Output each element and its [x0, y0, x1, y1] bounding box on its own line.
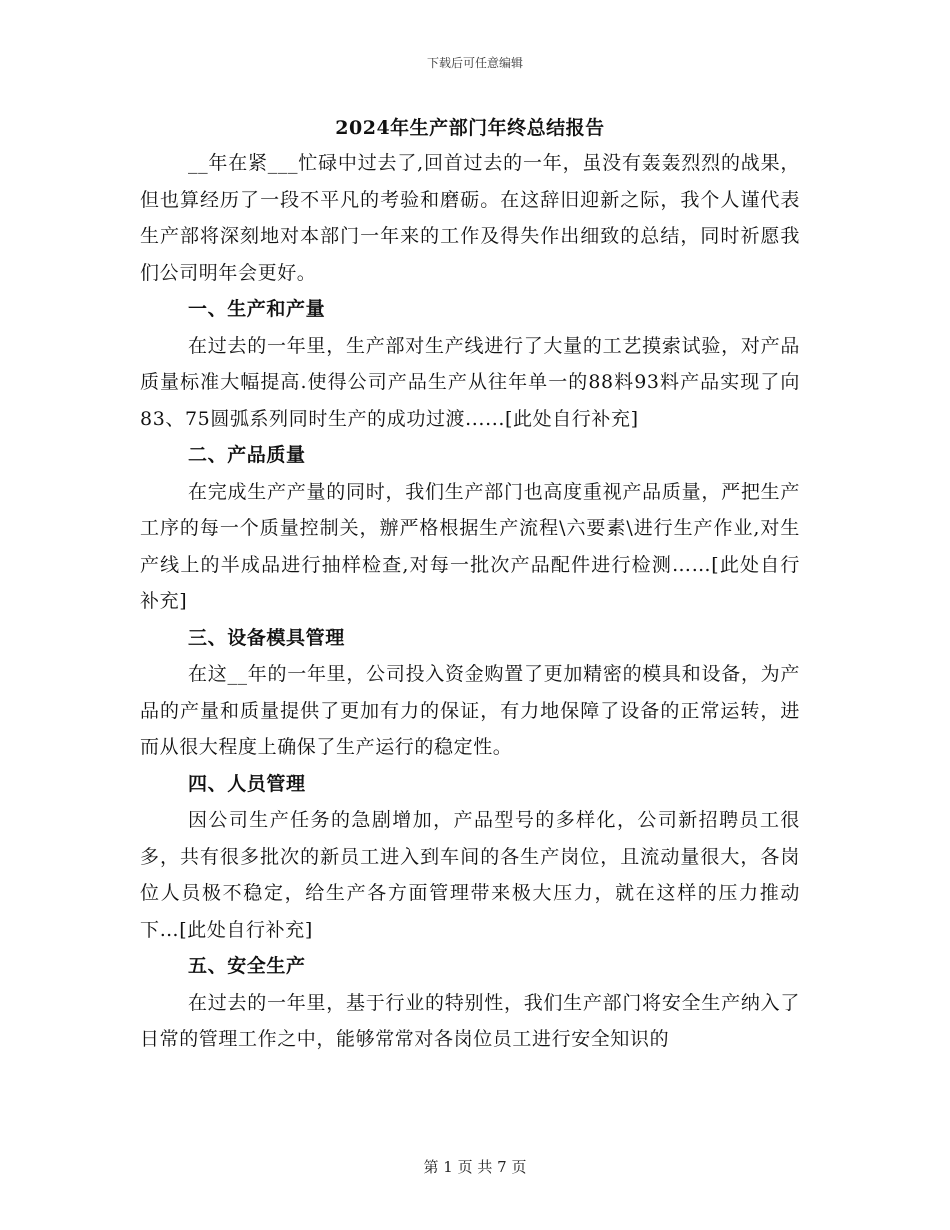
section-heading-quality: 二、产品质量: [188, 444, 306, 466]
header-note: 下载后可任意编辑: [426, 56, 523, 70]
section-heading-safety: 五、安全生产: [188, 955, 306, 977]
page-number: 第 1 页 共 7 页: [423, 1158, 527, 1176]
document-title: 2024年生产部门年终总结报告: [335, 117, 605, 139]
section-heading-personnel: 四、人员管理: [188, 772, 306, 795]
document-body: [140, 112, 800, 1058]
section-body-safety: 在过去的一年里，基于行业的特别性，我们生产部门将安全生产纳入了日常的管理工作之中，能够常常对各岗位员工进行安全知识的: [140, 991, 800, 1050]
section-heading-production: 一、生产和产量: [188, 298, 326, 320]
section-body-production: 在过去的一年里，生产部对生产线进行了大量的工艺摸索试验，对产品质量标准大幅提高.使得公司产品生产从往年单一的88料93料产品实现了向83、75圆弧系列同时生产的成功过渡......[此处自行补充]: [140, 334, 800, 430]
section-heading-equipment: 三、设备模具管理: [188, 626, 345, 649]
section-body-quality: 在完成生产产量的同时，我们生产部门也高度重视产品质量，严把生产工序的每一个质量控制关，辦严格根据生产流程\六要素\进行生产作业,对生产线上的半成品进行抽样检查,对每一批次产品配件进行检测……[此处自行补充]: [140, 480, 800, 612]
intro-paragraph: __年在紧___忙碌中过去了,回首过去的一年，虽没有轰轰烈烈的战果，但也算经历了一段不平凡的考验和磨砺。在这辞旧迎新之际，我个人谨代表生产部将深刻地对本部门一年来的工作及得失作出细致的总结，同时祈愿我们公司明年会更好。: [140, 152, 800, 284]
section-body-personnel: 因公司生产任务的急剧增加，产品型号的多样化，公司新招聘员工很多，共有很多批次的新员工进入到车间的各生产岗位，且流动量很大，各岗位人员极不稳定，给生产各方面管理带来极大压力，就在这样的压力推动下…[此处自行补充]: [140, 809, 800, 941]
section-body-equipment: 在这__年的一年里，公司投入资金购置了更加精密的模具和设备，为产品的产量和质量提供了更加有力的保证，有力地保障了设备的正常运转，进而从很大程度上确保了生产运行的稳定性。: [140, 663, 800, 758]
